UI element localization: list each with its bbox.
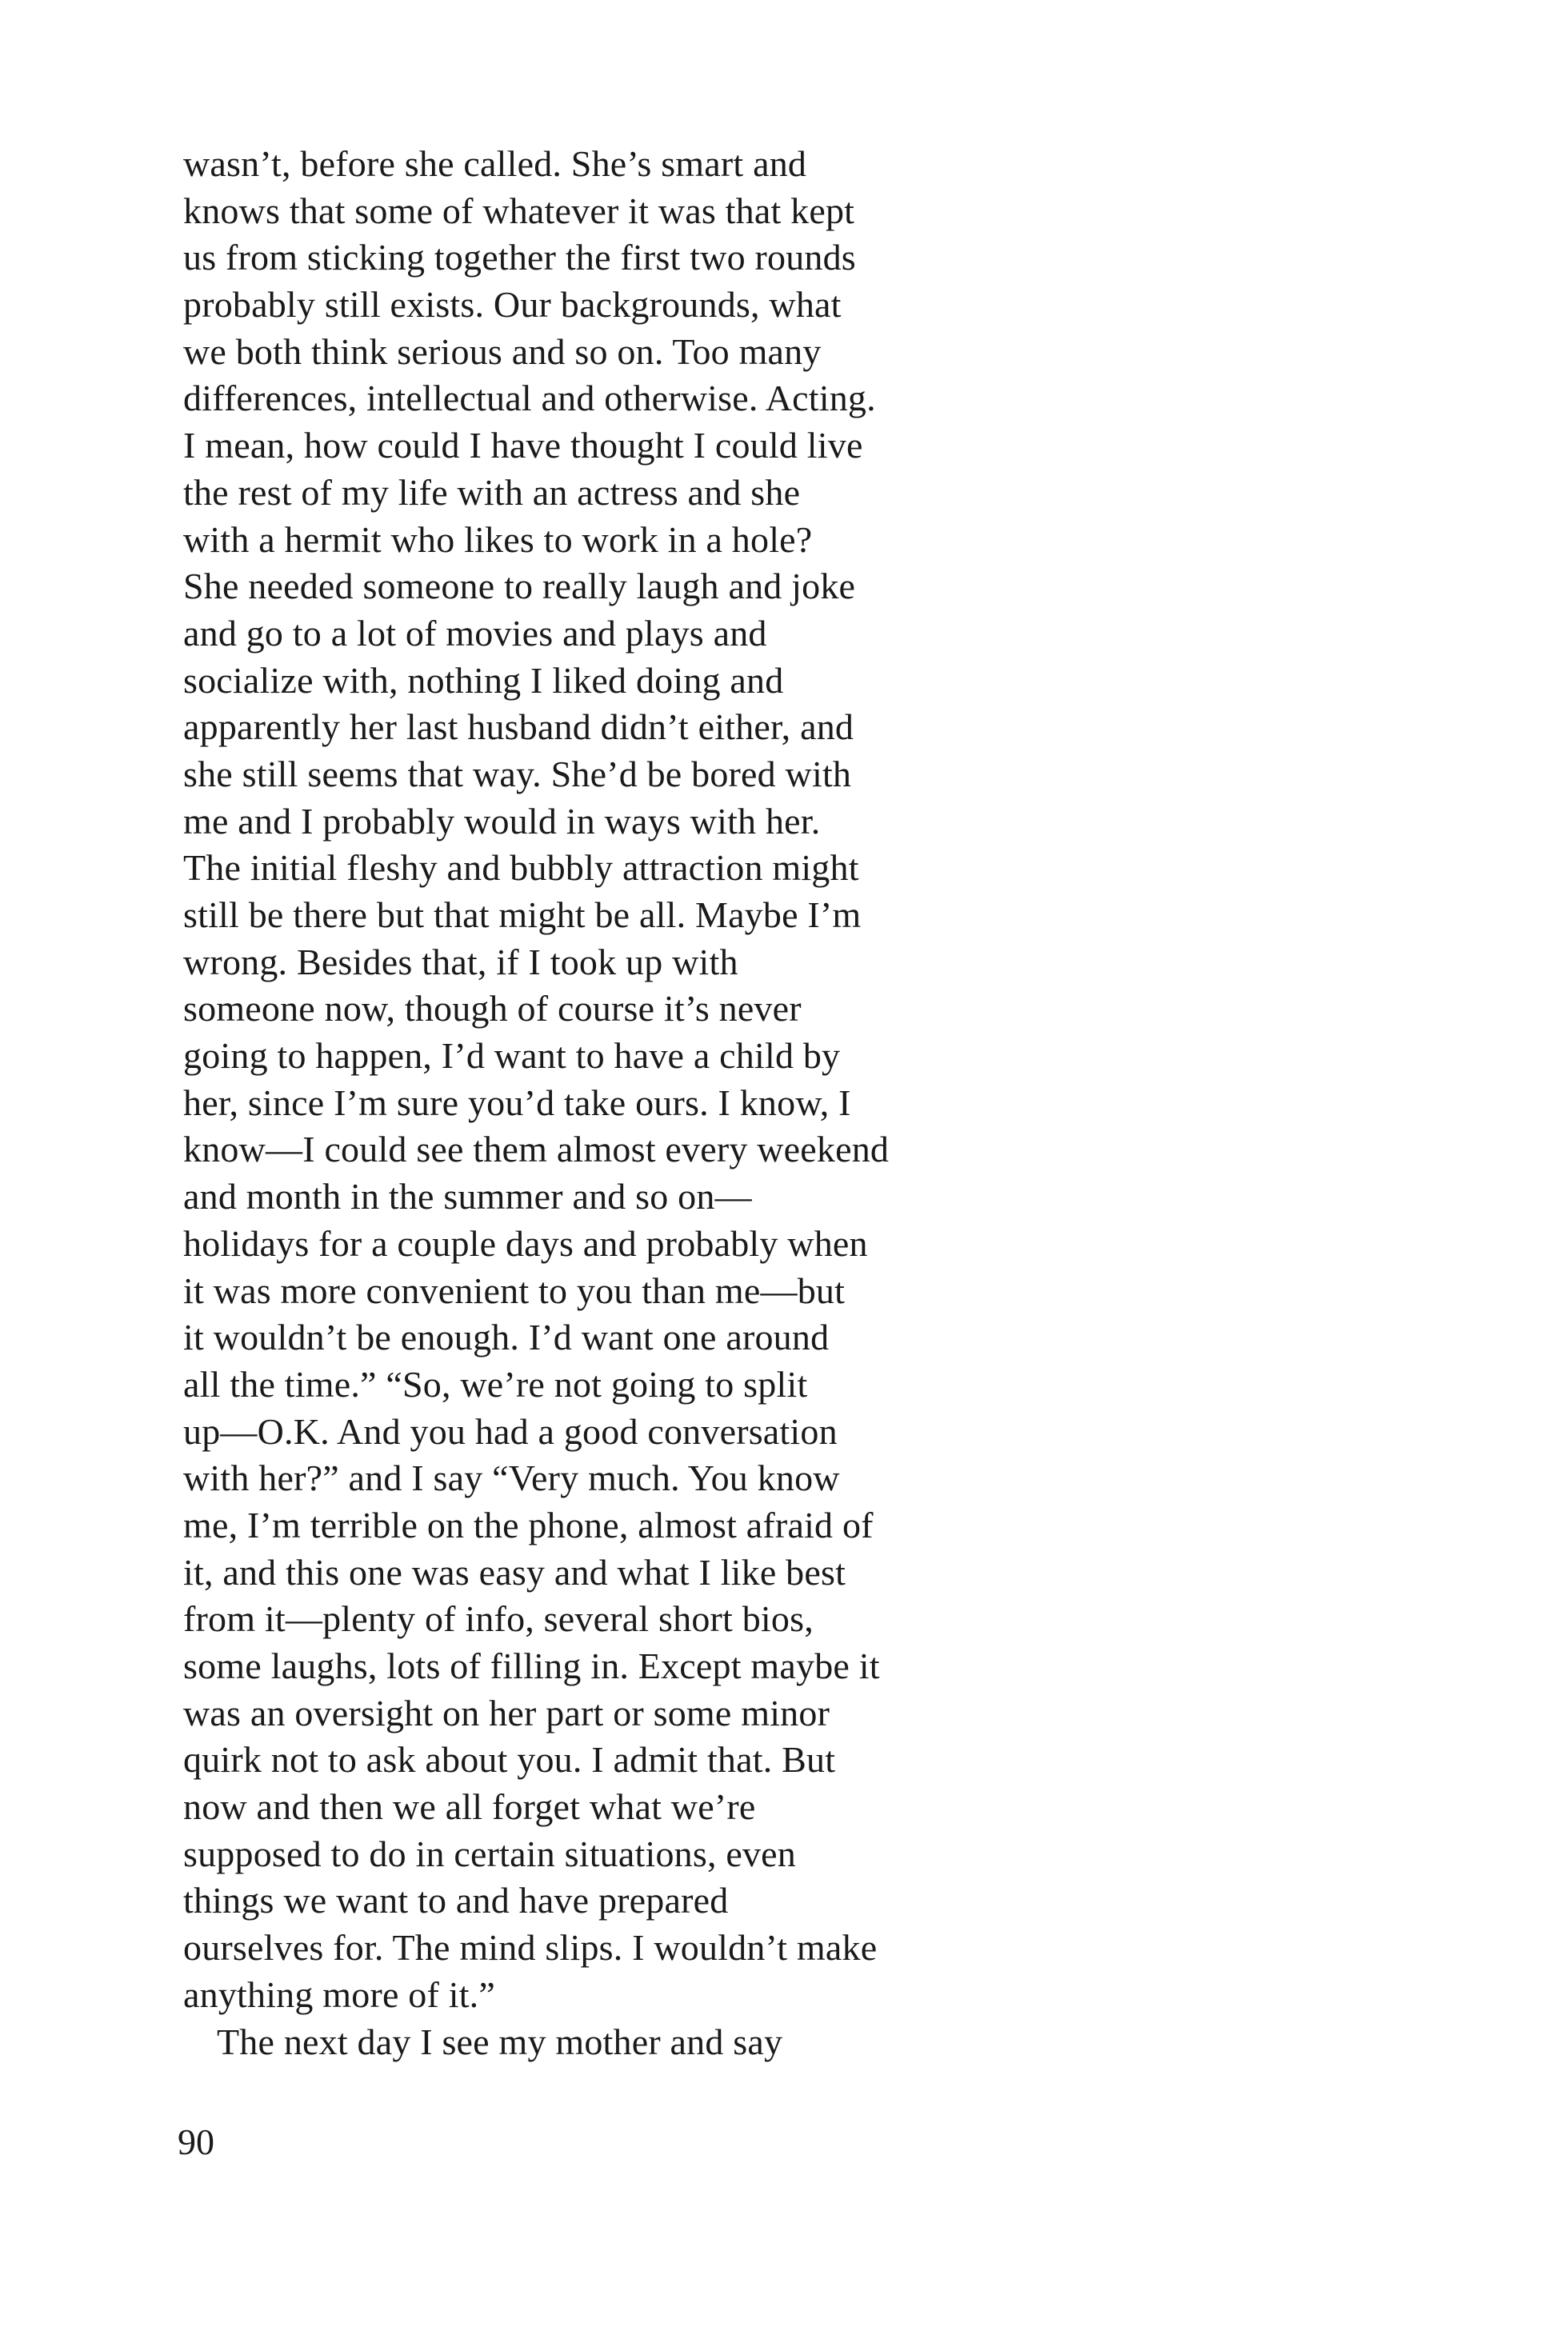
text-line: all the time.” “So, we’re not going to split [183, 1363, 808, 1405]
text-line: quirk not to ask about you. I admit that. But [183, 1739, 836, 1781]
text-line: still be there but that might be all. Maybe I’m [183, 894, 862, 935]
text-line: someone now, though of course it’s never [183, 988, 802, 1030]
text-line: wasn’t, before she called. She’s smart and [183, 143, 807, 184]
text-line: and month in the summer and so on— [183, 1176, 752, 1217]
text-line: from it—plenty of info, several short bios, [183, 1598, 814, 1640]
paragraph-start-line: The next day I see my mother and say [217, 2021, 783, 2062]
text-line: and go to a lot of movies and plays and [183, 612, 767, 654]
page-number: 90 [178, 2121, 214, 2162]
text-line: it was more convenient to you than me—but [183, 1269, 846, 1311]
text-line: was an oversight on her part or some minor [183, 1692, 830, 1733]
text-line: things we want to and have prepared [183, 1880, 729, 1921]
text-line: it, and this one was easy and what I like best [183, 1551, 846, 1593]
text-line: us from sticking together the first two rounds [183, 237, 856, 278]
text-line: it wouldn’t be enough. I’d want one around [183, 1317, 830, 1358]
text-line: anything more of it.” [183, 1973, 495, 2015]
text-line: apparently her last husband didn’t either, and [183, 706, 854, 748]
text-line: with her?” and I say “Very much. You know [183, 1457, 840, 1499]
text-line: supposed to do in certain situations, even [183, 1833, 796, 1874]
text-line: some laughs, lots of filling in. Except maybe it [183, 1645, 880, 1686]
text-line: wrong. Besides that, if I took up with [183, 941, 738, 982]
text-line: I mean, how could I have thought I could live [183, 425, 863, 466]
text-line: know—I could see them almost every weekend [183, 1129, 890, 1170]
text-line: ourselves for. The mind slips. I wouldn’t make [183, 1927, 878, 1969]
text-line: we both think serious and so on. Too many [183, 330, 822, 372]
text-line: her, since I’m sure you’d take ours. I know, I [183, 1082, 851, 1123]
body-text [183, 141, 983, 2065]
text-line: She needed someone to really laugh and joke [183, 566, 856, 607]
text-line: holidays for a couple days and probably when [183, 1222, 868, 1264]
text-line: socialize with, nothing I liked doing and [183, 659, 784, 701]
text-line: The initial fleshy and bubbly attraction might [183, 847, 859, 889]
text-line: with a hermit who likes to work in a hole? [183, 518, 813, 560]
text-line: the rest of my life with an actress and she [183, 471, 801, 513]
text-line: up—O.K. And you had a good conversation [183, 1410, 838, 1452]
text-line: now and then we all forget what we’re [183, 1786, 756, 1828]
text-line: me and I probably would in ways with her. [183, 800, 821, 842]
text-line: differences, intellectual and otherwise. Acting. [183, 378, 876, 419]
text-line: knows that some of whatever it was that kept [183, 190, 855, 231]
text-line: me, I’m terrible on the phone, almost afraid of [183, 1504, 874, 1545]
text-line: going to happen, I’d want to have a child by [183, 1035, 841, 1077]
text-line: probably still exists. Our backgrounds, what [183, 284, 842, 326]
text-line: she still seems that way. She’d be bored with [183, 753, 852, 794]
